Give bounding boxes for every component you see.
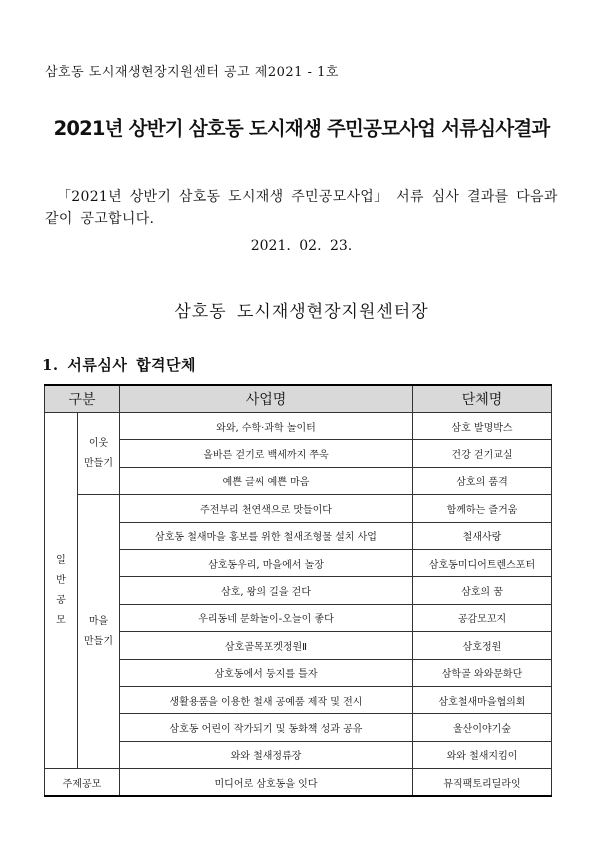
project-cell: 생활용품을 이용한 철새 공예품 제작 및 전시 (120, 686, 413, 713)
announcement-body: 「2021년 상반기 삼호동 도시재생 주민공모사업」 서류 심사 결과를 다음과 같이 공고합니다. (45, 189, 558, 227)
project-cell: 와와, 수학·과학 놀이터 (120, 413, 413, 440)
category-general-char: 공 (56, 594, 66, 606)
group-cell: 철새사랑 (413, 522, 552, 549)
project-cell: 삼호동 어린이 작가되기 및 동화책 성과 공유 (120, 714, 413, 741)
results-table (44, 384, 552, 797)
project-cell: 예쁜 글씨 예쁜 마음 (120, 467, 413, 494)
table-header-row (45, 385, 552, 413)
project-cell: 삼호동에서 둥지를 틀자 (120, 659, 413, 686)
group-cell: 삼학골 와와문화단 (413, 659, 552, 686)
group-cell: 울산이야기숲 (413, 714, 552, 741)
subgroup-neighbor-line: 이웃 (88, 437, 109, 449)
table-row (45, 495, 552, 522)
header-group: 단체명 (413, 385, 552, 413)
group-cell: 삼호동미디어트렌스포터 (413, 549, 552, 576)
subgroup-village-line: 마을 (88, 615, 109, 627)
group-cell: 뮤직팩토리딜라잇 (413, 769, 552, 797)
project-cell: 삼호동 철새마을 홍보를 위한 철새조형물 설치 사업 (120, 522, 413, 549)
table-row (45, 741, 552, 768)
subgroup-village-line: 만들기 (84, 635, 113, 647)
project-cell: 삼호동우리, 마을에서 놀장 (120, 549, 413, 576)
category-general-char: 일 (56, 554, 66, 566)
table-row (45, 604, 552, 631)
project-cell: 주전부리 천연색으로 맛들이다 (120, 495, 413, 522)
table-row (45, 577, 552, 604)
group-cell: 삼호의 꿈 (413, 577, 552, 604)
category-general-char: 모 (56, 614, 66, 626)
table-row (45, 632, 552, 659)
category-theme: 주제공모 (45, 769, 120, 797)
announcement-date: 2021. 02. 23. (250, 238, 353, 254)
group-cell: 건강 걷기교실 (413, 440, 552, 467)
table-row (45, 659, 552, 686)
project-cell: 삼호, 왕의 길을 걷다 (120, 577, 413, 604)
group-cell: 삼호정원 (413, 632, 552, 659)
category-general (45, 413, 78, 769)
group-cell: 삼호 발명박스 (413, 413, 552, 440)
project-cell: 올바른 걷기로 백세까지 쭈욱 (120, 440, 413, 467)
table-row-theme (45, 769, 552, 797)
group-cell: 와와 철새지킴이 (413, 741, 552, 768)
table-row (45, 714, 552, 741)
document-title: 2021년 상반기 삼호동 도시재생 주민공모사업 서류심사결과 (53, 117, 550, 140)
project-cell: 미디어로 삼호동을 잇다 (120, 769, 413, 797)
table-row (45, 413, 552, 440)
section-heading: 1. 서류심사 합격단체 (42, 356, 197, 374)
group-cell: 삼호철새마을협의회 (413, 686, 552, 713)
table-row (45, 522, 552, 549)
subgroup-neighbor-line: 만들기 (84, 457, 113, 469)
project-cell: 우리동네 문화놀이-오늘이 좋다 (120, 604, 413, 631)
table-row (45, 686, 552, 713)
subgroup-neighbor (78, 413, 120, 495)
project-cell: 삼호골목포켓정원Ⅱ (120, 632, 413, 659)
table-row (45, 549, 552, 576)
table-row (45, 467, 552, 494)
group-cell: 함께하는 즐거움 (413, 495, 552, 522)
group-cell: 삼호의 품격 (413, 467, 552, 494)
header-category: 구분 (45, 385, 120, 413)
group-cell: 공감모꼬지 (413, 604, 552, 631)
notice-number: 삼호동 도시재생현장지원센터 공고 제2021 - 1호 (45, 65, 339, 80)
table-row (45, 440, 552, 467)
issuing-organization: 삼호동 도시재생현장지원센터장 (174, 302, 429, 322)
category-general-char: 반 (56, 574, 66, 586)
subgroup-village (78, 495, 120, 769)
header-project: 사업명 (120, 385, 413, 413)
project-cell: 와와 철새정류장 (120, 741, 413, 768)
